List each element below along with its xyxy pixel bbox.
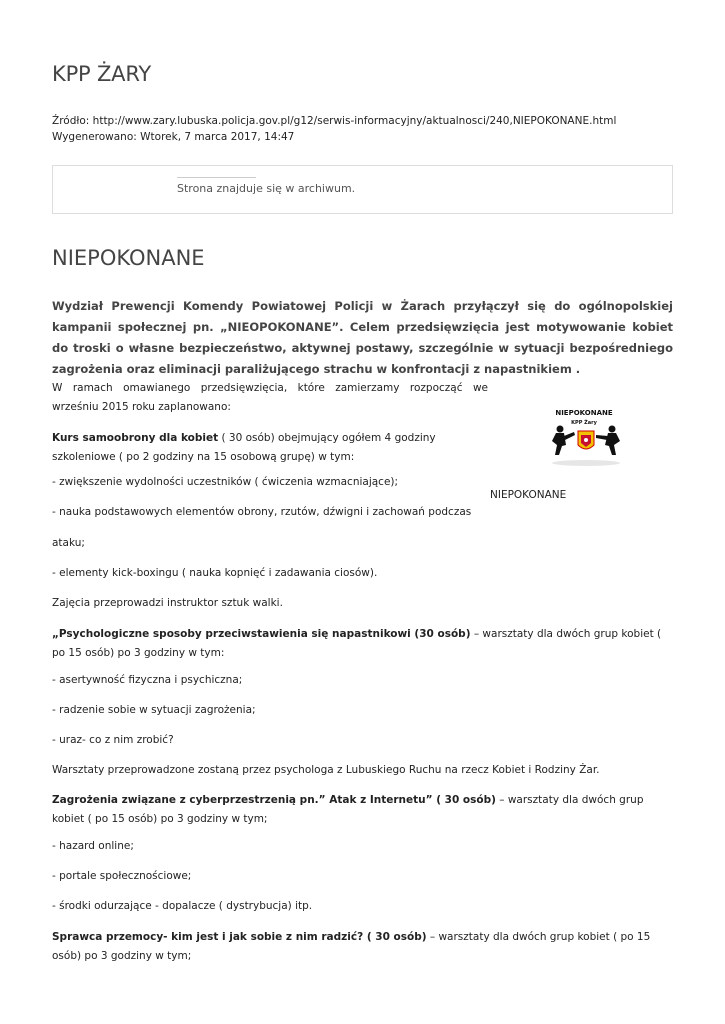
- list-item: - zwiększenie wydolności uczestników ( ćwiczenia wzmacniające);: [52, 476, 399, 488]
- psychology-text: – warsztaty dla dwóch grup kobiet ( po 15 osób) po 3 godziny w tym:: [52, 628, 662, 659]
- perpetrator-text: – warsztaty dla dwóch grup kobiet ( po 15 osób) po 3 godziny w tym;: [52, 931, 651, 962]
- list-item: - portale społecznościowe;: [52, 870, 192, 882]
- source-label: Źródło:: [52, 115, 90, 127]
- archive-notice: Strona znajduje się w archiwum.: [177, 182, 356, 195]
- paragraph-psychology: [52, 625, 673, 663]
- paragraph: Zajęcia przeprowadzi instruktor sztuk walki.: [52, 597, 283, 609]
- source-line: [52, 113, 616, 129]
- list-item: - asertywność fizyczna i psychiczna;: [52, 674, 243, 686]
- logo-subtitle: KPP Żary: [571, 420, 597, 426]
- list-item: - uraz- co z nim zrobić?: [52, 734, 174, 746]
- list-item: - nauka podstawowych elementów obrony, rzutów, dźwigni i zachowań podczas: [52, 506, 472, 518]
- cyber-text: – warsztaty dla dwóch grup kobiet ( po 15 osób) po 3 godziny w tym;: [52, 794, 644, 825]
- paragraph: Warsztaty przeprowadzone zostaną przez psychologa z Lubuskiego Ruchu na rzecz Kobiet i Rodziny Żar.: [52, 764, 600, 776]
- perpetrator-heading: Sprawca przemocy- kim jest i jak sobie z nim radzić? ( 30 osób): [52, 931, 427, 943]
- paragraph-cyber: [52, 791, 673, 829]
- site-title: KPP ŻARY: [52, 62, 152, 86]
- niepokonane-logo-image[interactable]: [534, 405, 634, 470]
- psychology-heading: „Psychologiczne sposoby przeciwstawienia się napastnikowi (30 osób): [52, 628, 471, 640]
- archive-notice-box: [52, 165, 673, 214]
- source-url[interactable]: http://www.zary.lubuska.policja.gov.pl/g12/serwis-informacyjny/aktualnosci/240,NIEPOKONANE.html: [92, 115, 617, 127]
- list-item: ataku;: [52, 537, 85, 549]
- list-item: - radzenie sobie w sytuacji zagrożenia;: [52, 704, 256, 716]
- generated-line: [52, 129, 616, 145]
- archive-divider: [177, 177, 256, 178]
- generated-value: Wtorek, 7 marca 2017, 14:47: [140, 131, 295, 143]
- paragraph-perpetrator: [52, 928, 673, 966]
- document-meta: [52, 113, 616, 145]
- self-defense-text: ( 30 osób) obejmujący ogółem 4 godziny szkoleniowe ( po 2 godziny na 15 osobową grupę) w tym:: [52, 432, 436, 463]
- figure-caption: NIEPOKONANE: [490, 489, 567, 501]
- generated-label: Wygenerowano:: [52, 131, 137, 143]
- logo-title: NIEPOKONANE: [555, 409, 613, 417]
- list-item: - hazard online;: [52, 840, 134, 852]
- article-title: NIEPOKONANE: [52, 246, 205, 270]
- self-defense-heading: Kurs samoobrony dla kobiet: [52, 432, 219, 444]
- cyber-heading: Zagrożenia związane z cyberprzestrzenią pn.” Atak z Internetu” ( 30 osób): [52, 794, 496, 806]
- police-shield-icon: [578, 431, 594, 449]
- paragraph-self-defense: [52, 429, 488, 467]
- list-item: - elementy kick-boxingu ( nauka kopnięć i zadawania ciosów).: [52, 567, 378, 579]
- article-intro: W ramach omawianego przedsięwzięcia, które zamierzamy rozpocząć we wrześniu 2015 roku zaplanowano:: [52, 382, 488, 413]
- list-item: - środki odurzające - dopalacze ( dystrybucja) itp.: [52, 900, 313, 912]
- article-lead: Wydział Prewencji Komendy Powiatowej Policji w Żarach przyłączył się do ogólnopolskiej kampanii społecznej pn. „NIEOPOKONANE”. Celem przedsięwzięcia jest motywowanie kobiet do troski o własne bezpieczeństwo, aktywnej postawy, szczególnie w sytuacji bezpośredniego zagrożenia oraz eliminacji paraliżującego strachu w konfrontacji z napastnikiem .: [52, 299, 673, 376]
